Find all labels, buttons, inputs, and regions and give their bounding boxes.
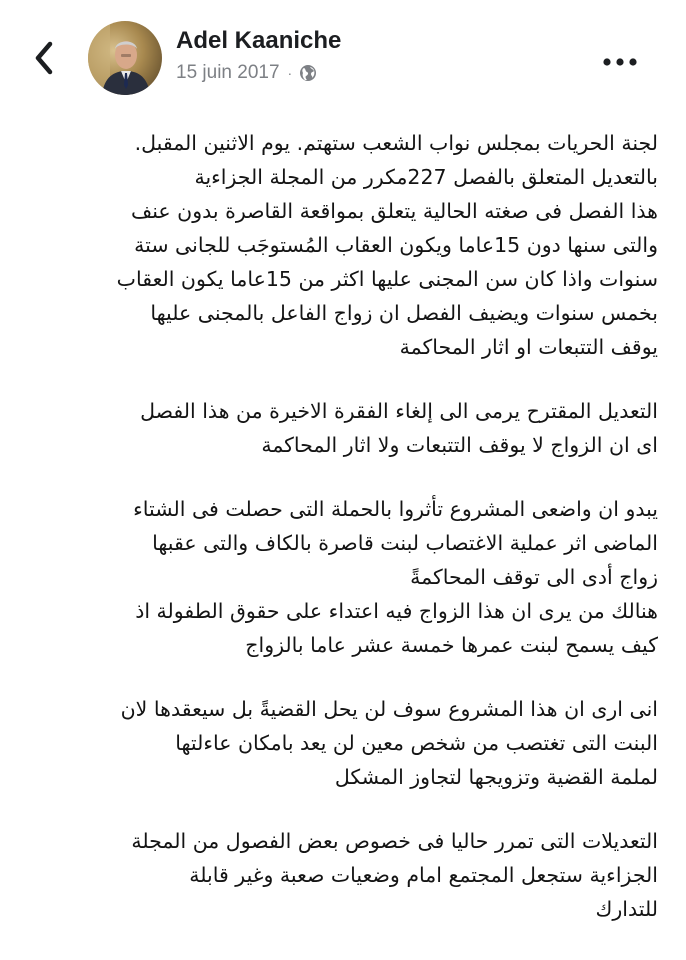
post-line: لجنة الحريات بمجلس نواب الشعب ستهتم. يوم الاثنين المقبل.: [134, 131, 658, 155]
chevron-left-icon: [28, 38, 60, 78]
post-paragraph: [28, 824, 658, 926]
post-line: هذا الفصل فى صغته الحالية يتعلق بمواقعة القاصرة بدون عنف: [131, 199, 658, 223]
post-line: للتدارك: [595, 897, 658, 921]
post-line: بالتعديل المتعلق بالفصل 227مكرر من المجلة الجزاءية: [194, 165, 658, 189]
more-options-button[interactable]: [600, 52, 640, 72]
post-line: كيف يسمح لبنت عمرها خمسة عشر عاما بالزواج: [245, 633, 658, 657]
post-paragraph: [28, 492, 658, 662]
post-line: والتى سنها دون 15عاما ويكون العقاب المُستوجَب للجانى ستة: [134, 233, 658, 257]
post-line: يبدو ان واضعى المشروع تأثروا بالحملة التى حصلت فى الشتاء: [133, 497, 658, 521]
post-line: الماضى اثر عملية الاغتصاب لبنت قاصرة بالكاف والتى عقبها: [152, 531, 658, 555]
post-line: البنت التى تغتصب من شخص معين لن يعد بامكان عاءلتها: [175, 731, 658, 755]
avatar[interactable]: [88, 21, 162, 95]
post-line: انى ارى ان هذا المشروع سوف لن يحل القضيةً بل سيعقدها لان: [120, 697, 658, 721]
post-line: بخمس سنوات ويضيف الفصل ان زواج الفاعل بالمجنى عليها: [150, 301, 658, 325]
back-button[interactable]: [28, 38, 60, 78]
post-paragraph: [28, 692, 658, 794]
post-header: [0, 0, 686, 110]
post-line: اى ان الزواج لا يوقف التتبعات ولا اثار المحاكمة: [261, 433, 658, 457]
post-line: التعديل المقترح يرمى الى إلغاء الفقرة الاخيرة من هذا الفصل: [140, 399, 658, 423]
post-body: [28, 126, 658, 926]
post-date[interactable]: 15 juin 2017: [176, 62, 280, 83]
post-paragraph: [28, 394, 658, 462]
post-line: سنوات واذا كان سن المجنى عليها اكثر من 15عاما يكون العقاب: [116, 267, 658, 291]
author-name[interactable]: Adel Kaaniche: [176, 27, 342, 54]
post-line: يوقف التتبعات او اثار المحاكمة: [399, 335, 658, 359]
more-horizontal-icon: [600, 52, 640, 72]
post-line: زواج أدى الى توقف المحاكمةً: [410, 565, 658, 589]
globe-icon[interactable]: [299, 64, 317, 82]
post-line: هنالك من يرى ان هذا الزواج فيه اعتداء على حقوق الطفولة اذ: [135, 599, 658, 623]
meta-separator: ·: [287, 65, 293, 81]
post-meta: [176, 62, 317, 84]
post-line: لملمة القضية وتزويجها لتجاوز المشكل: [334, 765, 658, 789]
post-line: التعديلات التى تمرر حاليا فى خصوص بعض الفصول من المجلة: [131, 829, 658, 853]
post-line: الجزاءية ستجعل المجتمع امام وضعيات صعبة وغير قابلة: [189, 863, 658, 887]
post-paragraph: [28, 126, 658, 364]
